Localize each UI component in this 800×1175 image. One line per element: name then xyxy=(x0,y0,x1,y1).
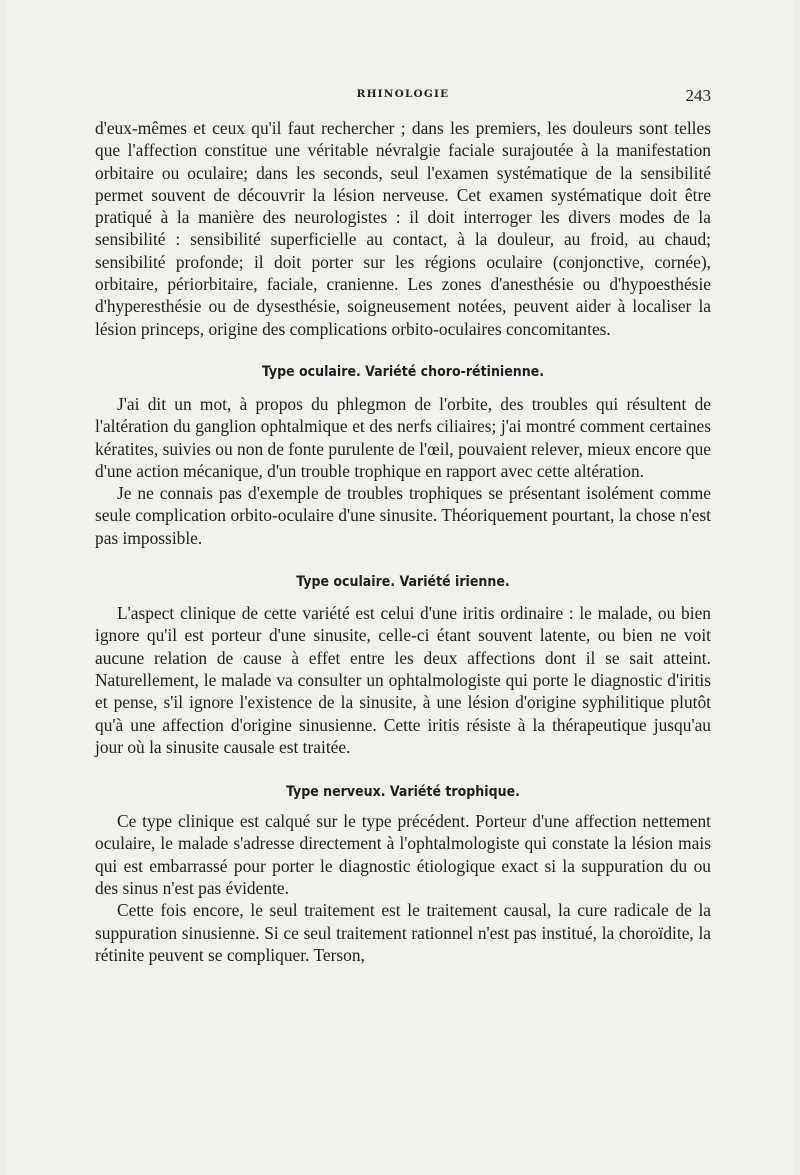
paragraph-ciliary-nerves: J'ai dit un mot, à propos du phlegmon de l'orbite, des troubles qui résultent de l'altération du ganglion ophtalmique et des nerfs ciliaires; j'ai montré comment certaines kératites, suivies ou non de fonte purulente de l'œil, pouvaient relever, mieux encore que d'une action mécanique, d'un trouble trophique en rapport avec cette altération. xyxy=(95,393,711,481)
page-number: 243 xyxy=(685,86,711,105)
paragraph-sensibility-exam: d'eux-mêmes et ceux qu'il faut rechercher ; dans les premiers, les douleurs sont telles que l'affection constitue une véritable névralgie faciale surajoutée à la manifestation orbitaire ou oculaire; dans les seconds, seul l'examen systématique de la sensibilité permet souvent de découvrir la lésion nerveuse. Cet examen systématique doit être pratiqué à la manière des neurologistes : il doit interroger les divers modes de la sensibilité : sensibilité superficielle au contact, à la douleur, au froid, au chaud; sensibilité profonde; il doit porter sur les régions oculaire (conjonctive, cornée), orbitaire, périorbitaire, faciale, cranienne. Les zones d'anesthésie ou d'hypoesthésie d'hyperesthésie ou de dysesthésie, soigneusement notées, peuvent aider à localiser la lésion princeps, origine des complications orbito-oculaires concomitantes. xyxy=(95,118,711,339)
section-heading-choro-retinal: Type oculaire. Variété choro-rétinienne. xyxy=(261,363,545,380)
paragraph-causal-treatment: Cette fois encore, le seul traitement est le traitement causal, la cure radicale de la suppuration sinusienne. Si ce seul traitement rationnel n'est pas institué, la choroïdite, la rétinite peuvent se compliquer. Terson, xyxy=(95,900,711,965)
section-heading-nervous-trophic: Type nerveux. Variété trophique. xyxy=(286,784,520,801)
paragraph-iritis: L'aspect clinique de cette variété est celui d'une iritis ordinaire : le malade, ou bien ignore qu'il est porteur d'une sinusite, celle-ci étant souvent latente, ou bien ne voit aucune relation de cause à effet entre les deux affections dont il se sait atteint. Naturellement, le malade va consulter un ophtalmologiste qui porte le diagnostic d'iritis et pense, s'il ignore l'existence de la sinusite, à une lésion d'origine syphilitique plutôt qu'à une affection d'origine sinusienne. Cette iritis résiste à la thérapeutique jusqu'au jour où la sinusite causale est traitée. xyxy=(95,603,711,757)
paragraph-clinical-type: Ce type clinique est calqué sur le type précédent. Porteur d'une affection nettement oculaire, le malade s'adresse directement à l'ophtalmologiste qui constate la lésion mais qui est embarrassé pour porter le diagnostic étiologique exact si la suppuration du ou des sinus n'est pas évidente. xyxy=(95,811,711,899)
page-header xyxy=(95,86,711,110)
page-body xyxy=(95,117,711,966)
running-title: RHINOLOGIE xyxy=(356,88,450,100)
paragraph-trophic-disorders: Je ne connais pas d'exemple de troubles trophiques se présentant isolément comme seule complication orbito-oculaire d'une sinusite. Théoriquement pourtant, la chose n'est pas impossible. xyxy=(95,483,711,548)
section-heading-irian: Type oculaire. Variété irienne. xyxy=(296,574,510,591)
